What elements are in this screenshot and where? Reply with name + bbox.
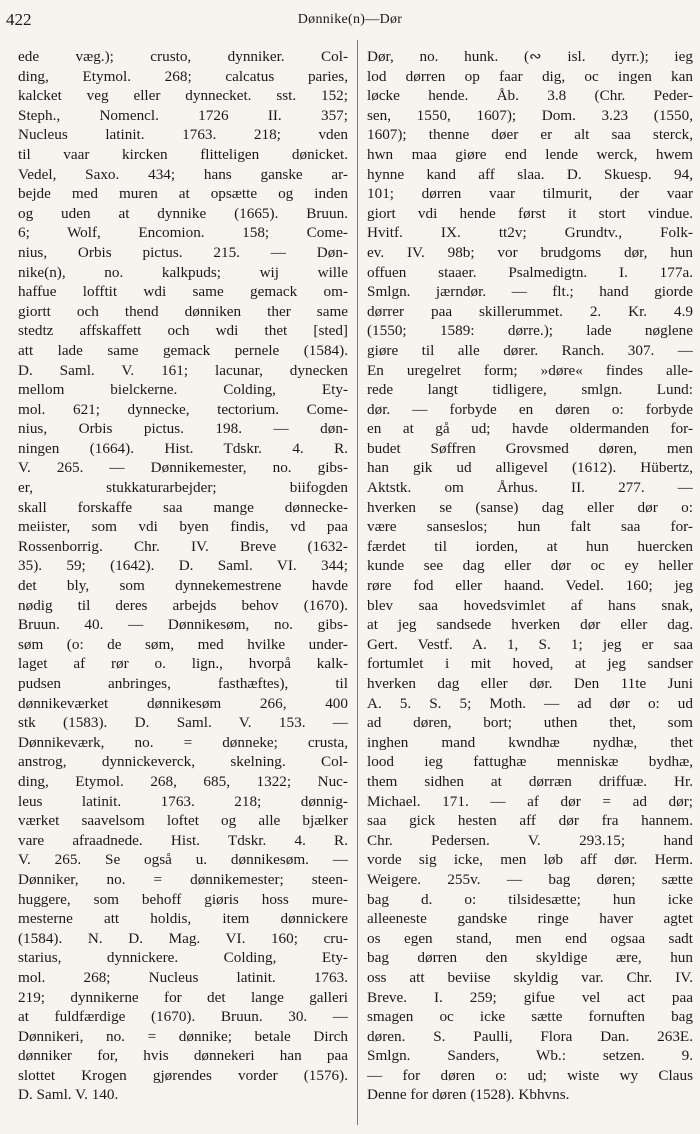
left-column-line: ding, Etymol. 268, 685, 1322; Nuc- [18, 772, 348, 790]
right-column [367, 47, 693, 1105]
left-column-line: slottet Krogen gjørendes vorder (1576). [18, 1066, 348, 1084]
right-column-line: blev saa hovedsvimlet af hans snak, [367, 596, 693, 614]
right-column-line: kunde see dag eller dør oc ey heller [367, 557, 693, 575]
right-column-line: dør. — forbyde en døren o: forbyde [367, 400, 693, 418]
right-column-line: lod dørren op faar dig, oc ingen kan [367, 67, 693, 85]
left-column-line: kalcket veg eller dynnecket. sst. 152; [18, 87, 348, 105]
right-column-line: 101; dørren vaar tilmurit, der vaar [367, 185, 693, 203]
left-column-line: mol. 621; dynnecke, tectorium. Come- [18, 400, 348, 418]
right-column-line: them sidhen at dørræn driffuæ. Hr. [367, 772, 693, 790]
left-column-line: Bruun. 40. — Dønnikesøm, no. gibs- [18, 616, 348, 634]
left-column-line: stedtz affskaffett och wdi thet [sted] [18, 322, 348, 340]
right-column-line: A. 5. S. 5; Moth. — ad dør o: ud [367, 694, 693, 712]
right-column-line: En uregelret form; »døre« findes alle- [367, 361, 693, 379]
left-column-line: pudsen anbringes, fasthæftes), til [18, 675, 348, 692]
right-column-line: Weigere. 255v. — bag døren; sætte [367, 870, 693, 888]
left-column-line: Steph., Nomencl. 1726 II. 357; [18, 106, 348, 124]
right-column-line: færdet til iorden, at hun huercken [367, 537, 693, 555]
right-column-line: smagen oc icke sætte fornuften bag [367, 1008, 693, 1026]
left-column-line: vare afraadnede. Hist. Tdskr. 4. R. [18, 831, 348, 849]
right-column-line: Smlgn. Sanders, Wb.: setzen. 9. [367, 1047, 693, 1065]
left-column-line: Dønnikeri, no. = dønnike; betale Dirch [18, 1027, 348, 1045]
right-column-line: at jeg sandsede hverken dør eller dag. [367, 616, 693, 634]
left-column-line: nius, Orbis pictus. 198. — døn- [18, 420, 348, 438]
right-column-line: Aktstk. om Århus. II. 277. — [367, 479, 693, 497]
right-column-line: Chr. Pedersen. V. 293.15; hand [367, 831, 693, 849]
right-column-line: vorde sig icke, men løb aff dør. Herm. [367, 851, 693, 869]
left-column-line: starius, dynnickere. Colding, Ety- [18, 949, 348, 967]
right-column-line: — for døren o: ud; wiste wy Claus [367, 1066, 693, 1084]
left-column-line: anstrog, dynnickeverck, skelning. Col- [18, 753, 348, 771]
right-column-line: (1550; 1589: dørre.); lade nøglene [367, 322, 693, 340]
left-column-line: nike(n), no. kalkpuds; wij wille [18, 263, 348, 281]
right-column-line: Gert. Vestf. A. 1, S. 1; jeg er saa [367, 635, 693, 653]
left-column-line: mesterne att holdis, item dønnickere [18, 910, 348, 928]
left-column-line: søm (o: de søm, med hvilke under- [18, 635, 348, 653]
right-column-line: lood ieg fattughæ menniskæ bydhæ, [367, 753, 693, 771]
right-column-line: inghen mand kwndhæ nydhæ, thet [367, 733, 693, 751]
left-column-line: nius, Orbis pictus. 215. — Døn- [18, 243, 348, 261]
left-column-line: Dønnikeværk, no. = dønneke; crusta, [18, 733, 348, 751]
right-column-line: en at gå ud; havde oldermanden for- [367, 420, 693, 438]
left-column-line: Vedel, Saxo. 434; hans ganske ar- [18, 165, 348, 183]
left-column-line: Rossenborrig. Chr. IV. Breve (1632- [18, 537, 348, 555]
left-column-line: D. Saml. V. 140. [18, 1086, 119, 1104]
left-column-line: dønnikeværket dønnikesøm 266, 400 [18, 694, 348, 712]
left-column-line: bejde med muren at opsætte og inden [18, 185, 348, 203]
column-divider [357, 40, 358, 1125]
right-column-line: giort vdi hende først it stort vindue. [367, 204, 693, 222]
left-column-line: og uden at dynnike (1665). Bruun. [18, 204, 348, 222]
right-column-line: bag d. o: tilsidesætte; hun icke [367, 890, 693, 908]
right-column-line: rede langt tidligere, smlgn. Lund: [367, 381, 693, 399]
left-column-line: mol. 268; Nucleus latinit. 1763. [18, 968, 348, 986]
right-column-line: han gik ud alligevel (1612). Hübertz, [367, 459, 693, 477]
left-column-line: haffue lofftit wdi same gemack om- [18, 283, 348, 301]
left-column-line: stk (1583). D. Saml. V. 153. — [18, 714, 348, 732]
right-column-line: os egen stand, men end ogsaa sadt [367, 929, 693, 947]
right-column-line: saa gick hesten aff dør fra hannem. [367, 812, 693, 830]
left-column-line: att lade same gemack pernele (1584). [18, 341, 348, 359]
page-header [0, 0, 700, 40]
left-column-line: leus latinit. 1763. 218; dønnig- [18, 792, 348, 810]
right-column-line: døren. S. Paulli, Flora Dan. 263E. [367, 1027, 693, 1045]
right-column-line: offuen staaer. Psalmedigtn. I. 177a. [367, 263, 693, 281]
left-column-line: meiister, som vdi byen findis, vd paa [18, 518, 348, 536]
left-column-line: mellom bielckerne. Colding, Ety- [18, 381, 348, 399]
right-column-line: hverken se (sanse) dag eller dør o: [367, 498, 693, 516]
left-column-line: 35). 59; (1642). D. Saml. VI. 344; [18, 557, 348, 575]
right-column-line: ad døren, bort; uthen thet, som [367, 714, 693, 732]
left-column-line: D. Saml. V. 161; lacunar, dynecken [18, 361, 348, 379]
right-column-line: røre fod eller haand. Vedel. 160; jeg [367, 577, 693, 595]
left-column-line: laget af rør o. lign., hvorpå kalk- [18, 655, 348, 673]
right-column-line: 1607); thenne døer er alt saa sterck, [367, 126, 693, 144]
right-column-line: hynne kand aff slaa. D. Skuesp. 94, [367, 165, 693, 183]
right-column-line: giøre til alle dører. Ranch. 307. — [367, 341, 693, 359]
left-column-line: Dønniker, no. = dønnikemester; steen- [18, 870, 348, 888]
right-column-line: hverken dag eller dør. Den 11te Juni [367, 675, 693, 692]
right-column-line: bag dørren den skyldige ære, hun [367, 949, 693, 967]
right-column-line: Michael. 171. — af dør = ad dør; [367, 792, 693, 810]
running-head: Dønnike(n)—Dør [297, 12, 403, 27]
left-column-line: skall forskaffe saa mange dønnecke- [18, 498, 348, 516]
right-column-line: oss att beviise skyldig var. Chr. IV. [367, 968, 693, 986]
left-column [18, 47, 348, 1105]
right-column-line: være sanseslos; hun falt saa for- [367, 518, 693, 536]
right-column-line: Breve. I. 259; gifue vel act paa [367, 988, 693, 1006]
left-column-line: 219; dynnikerne for det lange galleri [18, 988, 348, 1006]
left-column-line: er, stukkaturarbejder; biifogden [18, 479, 348, 497]
left-column-line: til vaar kircken flitteligen dønicket. [18, 145, 348, 163]
left-column-line: huggere, som behoff giøris hoss mure- [18, 890, 348, 908]
left-column-line: (1584). N. D. Mag. VI. 160; cru- [18, 929, 348, 947]
right-column-line: Denne for døren (1528). Kbhvns. [367, 1086, 570, 1104]
right-column-line: dørrer paa skillerummet. 2. Kr. 4.9 [367, 302, 693, 320]
right-column-line: Smlgn. jærndør. — flt.; hand giorde [367, 283, 693, 301]
left-column-line: dønniker for, hvis dønnekeri han paa [18, 1047, 348, 1065]
right-column-line: budet Søffren Grovsmed døren, men [367, 439, 693, 457]
left-column-line: ding, Etymol. 268; calcatus paries, [18, 67, 348, 85]
left-column-line: at fuldfærdige (1670). Bruun. 30. — [18, 1008, 348, 1026]
right-column-line: sen, 1550, 1607); Dom. 3.23 (1550, [367, 106, 693, 124]
left-column-line: giortt och thend dønniken ther same [18, 302, 348, 320]
right-column-line: hwn maa giøre end lende werck, hwem [367, 145, 693, 163]
left-column-line: værket saavelsom loftet og alle bjælker [18, 812, 348, 830]
right-column-line: fortumlet i mit hoved, at jeg sandser [367, 655, 693, 673]
right-column-line: Dør, no. hunk. (∾ isl. dyrr.); ieg [367, 48, 693, 65]
left-column-line: ede væg.); crusto, dynniker. Col- [18, 48, 348, 65]
left-column-line: ningen (1664). Hist. Tdskr. 4. R. [18, 439, 348, 457]
left-column-line: det bly, som dynnekemestrene havde [18, 577, 348, 595]
left-column-line: 6; Wolf, Encomion. 158; Come- [18, 224, 348, 242]
right-column-line: ev. IV. 98b; vor brudgoms dør, hun [367, 243, 693, 261]
left-column-line: V. 265. Se også u. dønnikesøm. — [18, 851, 348, 869]
right-column-line: alleeneste gandske ringe haver agtet [367, 910, 693, 928]
left-column-line: Nucleus latinit. 1763. 218; vden [18, 126, 348, 144]
left-column-line: nødig til deres arbejds behov (1670). [18, 596, 348, 614]
right-column-line: Hvitf. IX. tt2v; Grundtv., Folk- [367, 224, 693, 242]
right-column-line: løcke hende. Åb. 3.8 (Chr. Peder- [367, 87, 693, 105]
left-column-line: V. 265. — Dønnikemester, no. gibs- [18, 459, 348, 477]
page-number: 422 [6, 10, 32, 29]
